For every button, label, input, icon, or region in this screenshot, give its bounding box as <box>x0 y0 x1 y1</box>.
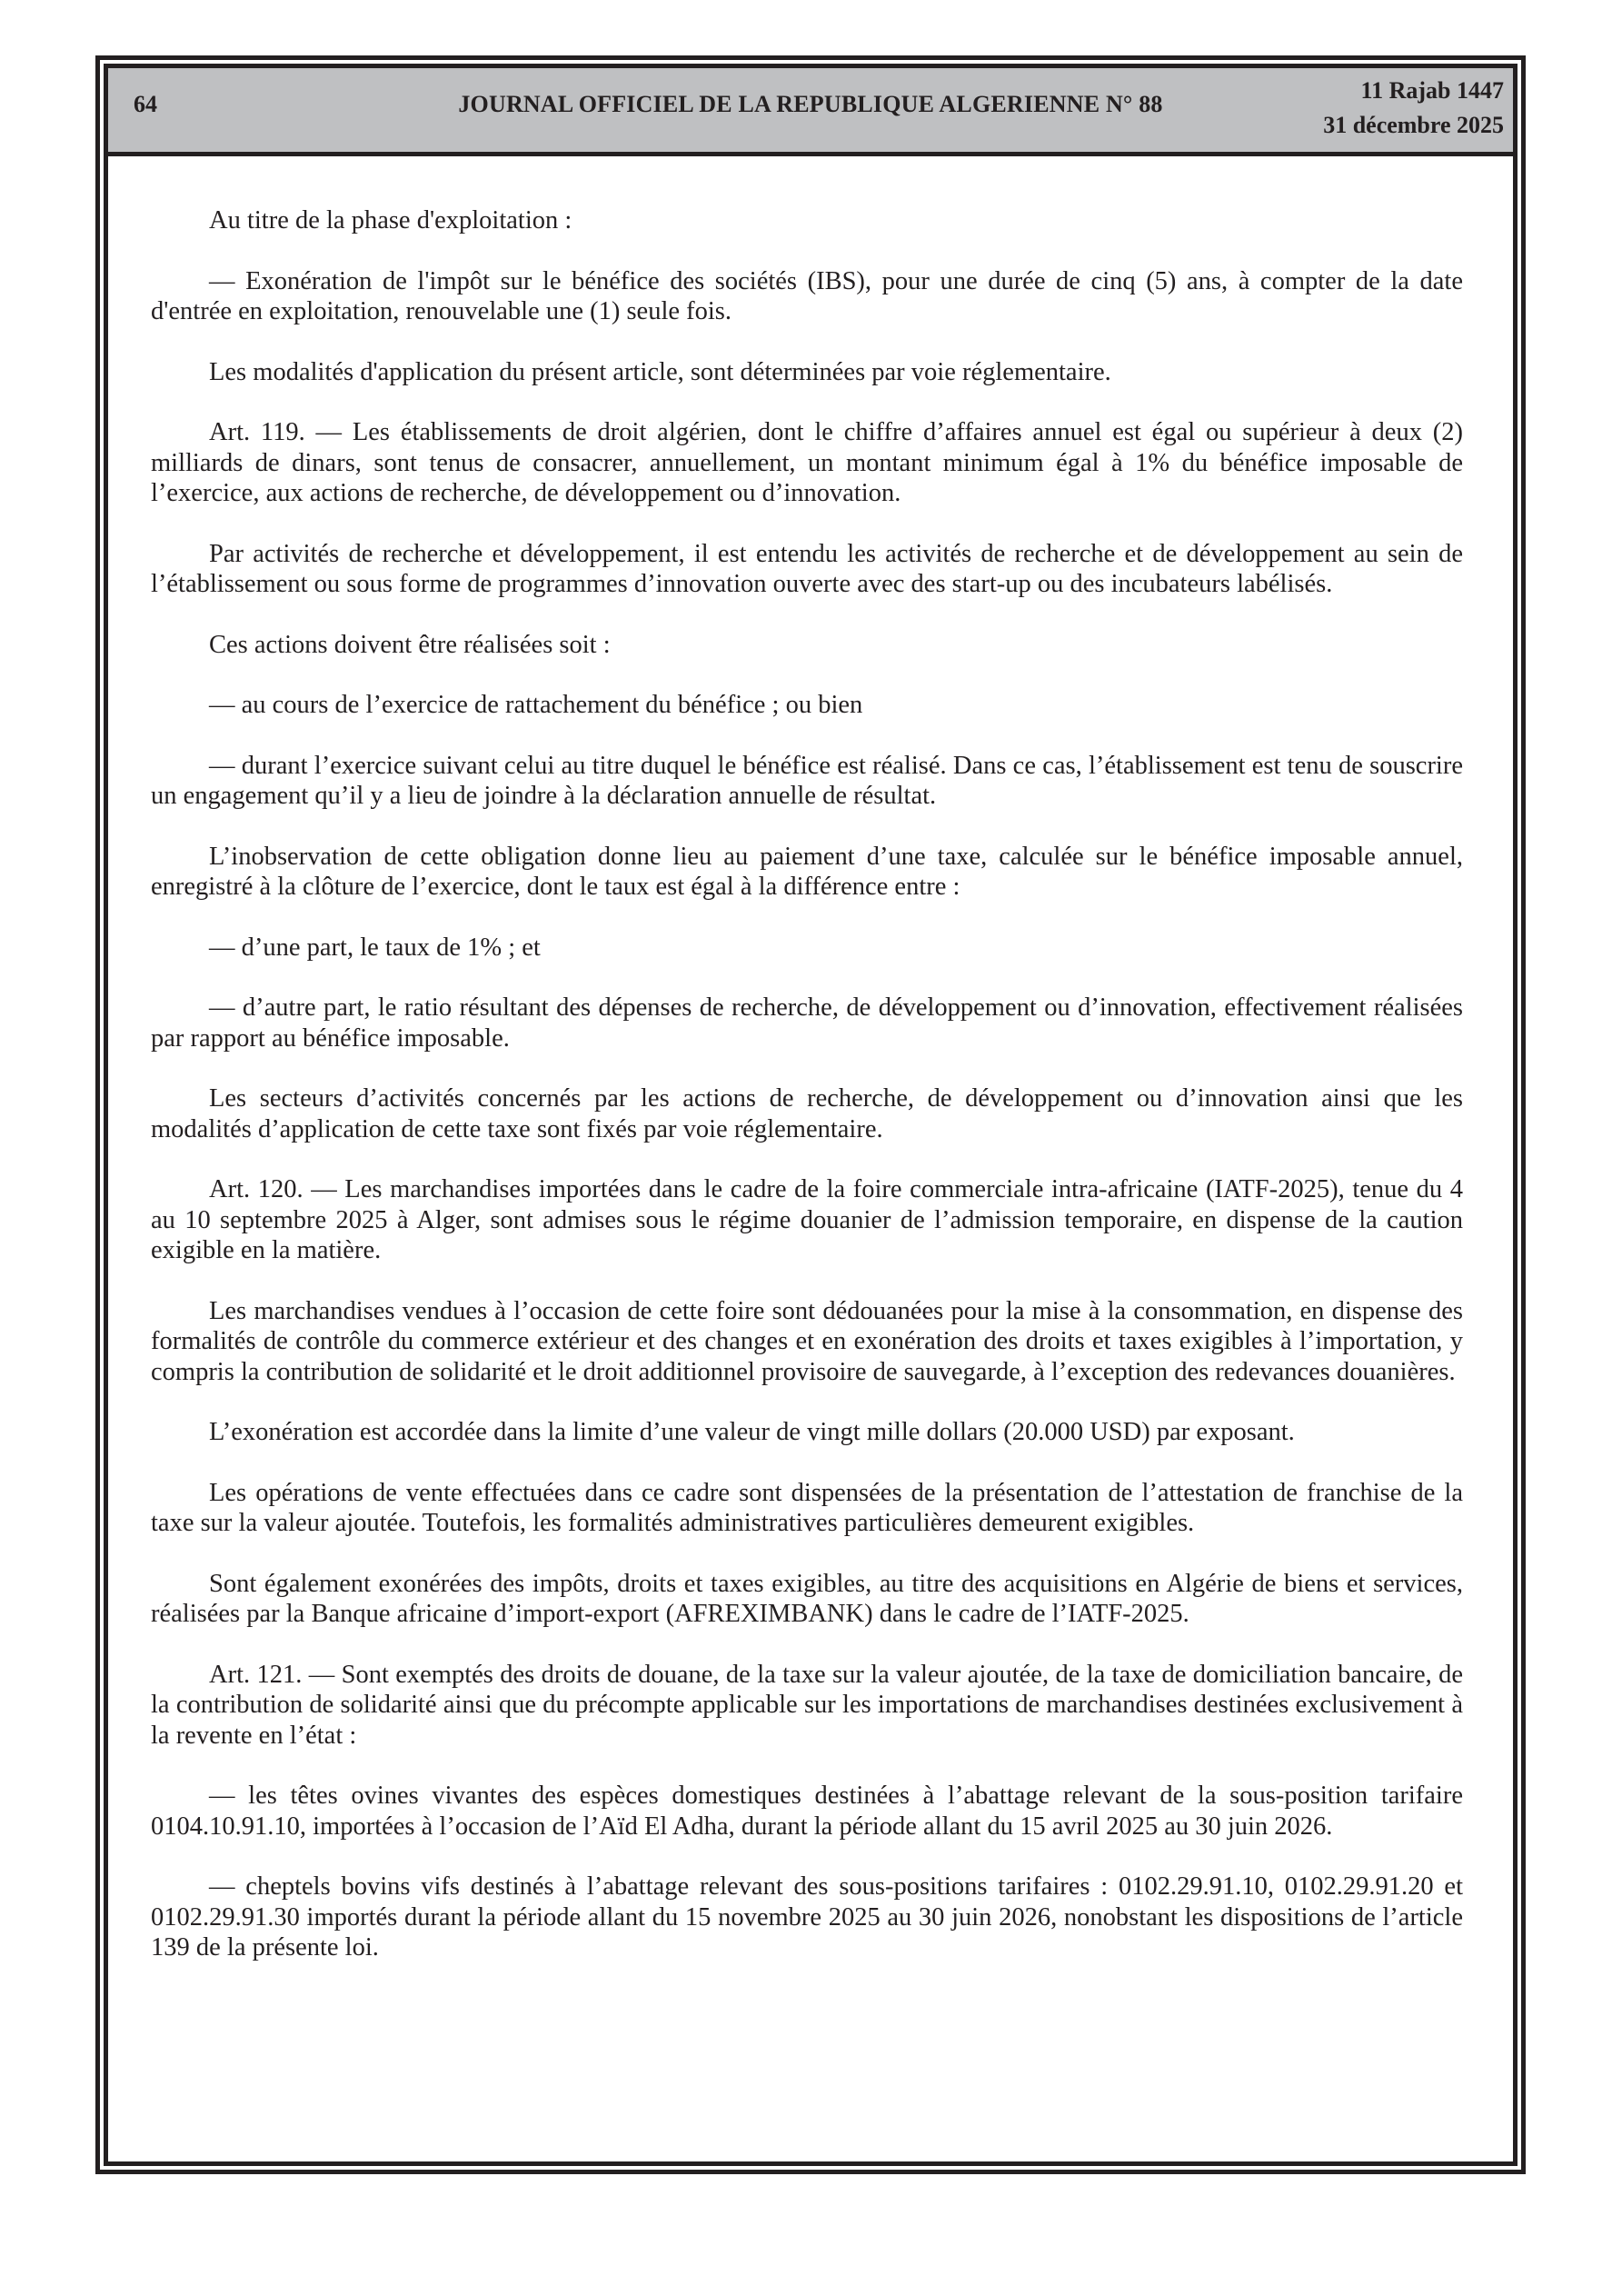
paragraph-ibs-exemption: — Exonération de l'impôt sur le bénéfice des sociétés (IBS), pour une durée de cinq (5) ans, à compter de la date d'entrée en exploitation, renouvelable une (1) seule fois. <box>151 266 1463 325</box>
page-number: 64 <box>134 91 157 117</box>
paragraph-modalites: Les modalités d'application du présent article, sont déterminées par voie réglementaire. <box>209 357 1111 386</box>
paragraph-bullet-exercice-suivant: — durant l’exercice suivant celui au titre duquel le bénéfice est réalisé. Dans ce cas, l’établissement est tenu de souscrire un engagement qu’il y a lieu de joindre à la déclaration annuelle de résultat. <box>151 751 1463 810</box>
paragraph-art-120: Art. 120. — Les marchandises importées dans le cadre de la foire commerciale intra-africaine (IATF-2025), tenue du 4 au 10 septembre 2025 à Alger, sont admises sous le régime douanier de l’admission temporaire, en dispense de la caution exigible en la matière. <box>151 1175 1463 1264</box>
hijri-date: 11 Rajab 1447 <box>1360 77 1504 104</box>
paragraph-bullet-ovines: — les têtes ovines vivantes des espèces domestiques destinées à l’abattage relevant de la sous-position tarifaire 0104.10.91.10, importées à l’occasion de l’Aïd El Adha, durant la période allant du 15 avril 2025 au 30 juin 2026. <box>151 1782 1463 1841</box>
paragraph-operations-vente: Les opérations de vente effectuées dans ce cadre sont dispensées de la présentation de l’attestation de franchise de la taxe sur la valeur ajoutée. Toutefois, les formalités administratives particulières demeurent exigibles. <box>151 1478 1463 1537</box>
paragraph-secteurs: Les secteurs d’activités concernés par les actions de recherche, de développement ou d’innovation ainsi que les modalités d’application de cette taxe sont fixés par voie réglementaire. <box>151 1084 1463 1143</box>
page-outer-frame <box>95 55 1526 2174</box>
paragraph-phase-exploitation: Au titre de la phase d'exploitation : <box>209 206 572 235</box>
date-block <box>1323 74 1504 143</box>
paragraph-actions-soit: Ces actions doivent être réalisées soit : <box>209 630 611 659</box>
document-body <box>151 205 1463 1993</box>
paragraph-rd-definition: Par activités de recherche et développement, il est entendu les activités de recherche et de développement au sein de l’établissement ou sous forme de programmes d’innovation ouverte avec des start-up ou des incubateurs labélisés. <box>151 539 1463 598</box>
paragraph-inobservation: L’inobservation de cette obligation donne lieu au paiement d’une taxe, calculée sur le bénéfice imposable annuel, enregistré à la clôture de l’exercice, dont le taux est égal à la différence entre : <box>151 842 1463 901</box>
paragraph-bullet-une-part: — d’une part, le taux de 1% ; et <box>209 933 541 962</box>
paragraph-bullet-autre-part: — d’autre part, le ratio résultant des dépenses de recherche, de développement ou d’innovation, effectivement réalisées par rapport au bénéfice imposable. <box>151 993 1463 1053</box>
gregorian-date: 31 décembre 2025 <box>1323 112 1504 138</box>
paragraph-exoneration-limite: L’exonération est accordée dans la limite d’une valeur de vingt mille dollars (20.000 USD) par exposant. <box>209 1418 1295 1446</box>
page-inner-frame <box>104 64 1518 2166</box>
paragraph-marchandises-vendues: Les marchandises vendues à l’occasion de cette foire sont dédouanées pour la mise à la consommation, en dispense des formalités de contrôle du commerce extérieur et des changes et en exonération des droits et taxes exigibles à l’importation, y compris la contribution de solidarité et le droit additionnel provisoire de sauvegarde, à l’exception des redevances douanières. <box>151 1296 1463 1386</box>
paragraph-afreximbank: Sont également exonérées des impôts, droits et taxes exigibles, au titre des acquisitions en Algérie de biens et services, réalisées par la Banque africaine d’import-export (AFREXIMBANK) dans le cadre de l’IATF-2025. <box>151 1569 1463 1628</box>
journal-title: JOURNAL OFFICIEL DE LA REPUBLIQUE ALGERIENNE N° 88 <box>458 91 1163 117</box>
paragraph-art-119: Art. 119. — Les établissements de droit algérien, dont le chiffre d’affaires annuel est égal ou supérieur à deux (2) milliards de dinars, sont tenus de consacrer, annuellement, un montant minimum égal à 1% du bénéfice imposable de l’exercice, aux actions de recherche, de développement ou d’innovation. <box>151 418 1463 507</box>
paragraph-bullet-bovins: — cheptels bovins vifs destinés à l’abattage relevant des sous-positions tarifaires : 0102.29.91.10, 0102.29.91.20 et 0102.29.91.30 importés durant la période allant du 15 novembre 2025 au 30 juin 2026, nonobstant les dispositions de l’article 139 de la présente loi. <box>151 1872 1463 1962</box>
page-header <box>108 68 1513 156</box>
paragraph-bullet-cours-exercice: — au cours de l’exercice de rattachement du bénéfice ; ou bien <box>209 691 863 719</box>
paragraph-art-121: Art. 121. — Sont exemptés des droits de douane, de la taxe sur la valeur ajoutée, de la taxe de domiciliation bancaire, de la contribution de solidarité ainsi que du précompte applicable sur les importations de marchandises destinées exclusivement à la revente en l’état : <box>151 1660 1463 1750</box>
